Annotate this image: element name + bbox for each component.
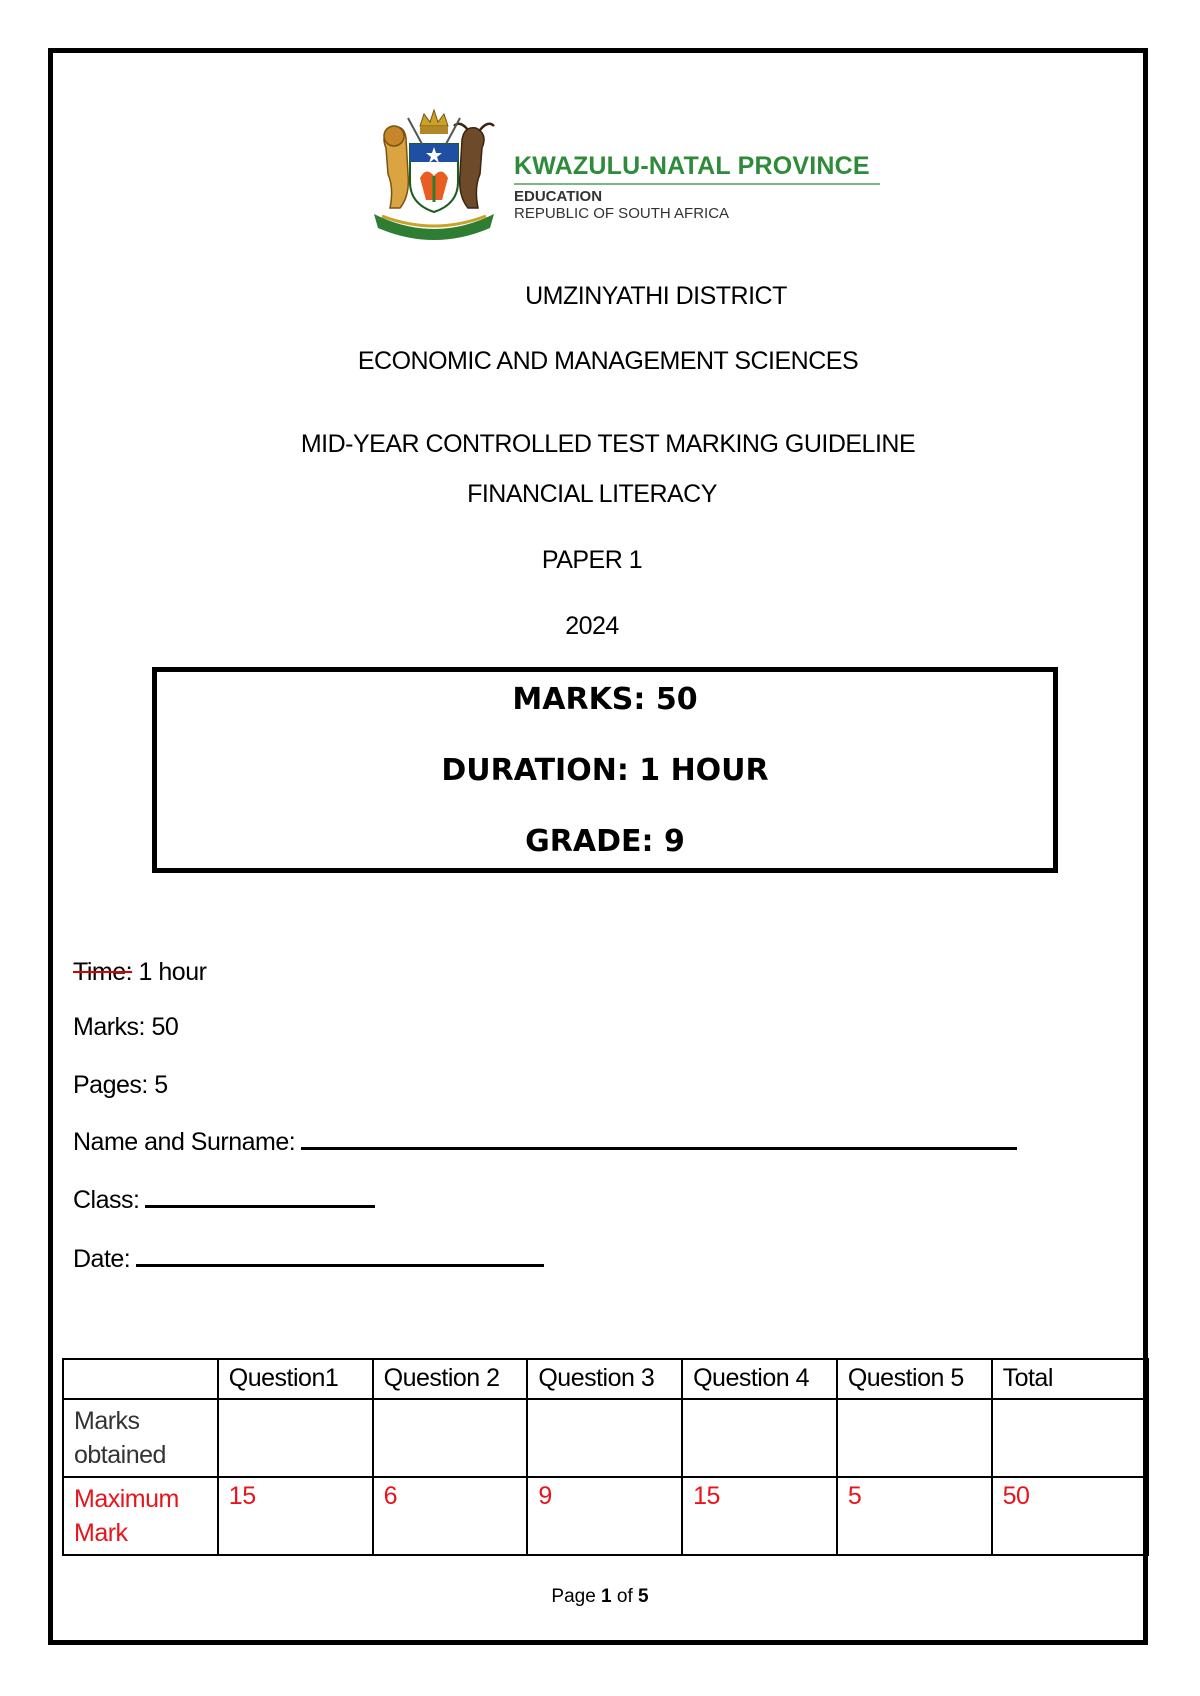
duration: DURATION: 1 HOUR <box>441 753 769 788</box>
table-row <box>63 1477 1148 1555</box>
maximum-mark-cell: 15 <box>682 1477 837 1555</box>
grade: GRADE: 9 <box>525 824 685 859</box>
page-number <box>0 1586 1200 1608</box>
maximum-mark-cell: 6 <box>373 1477 528 1555</box>
class-label: Class: <box>73 1186 140 1214</box>
department-name: EDUCATION <box>514 188 603 205</box>
time-label: Time: <box>73 958 133 986</box>
table-header-cell: Total <box>992 1359 1148 1399</box>
table-header-cell <box>63 1359 218 1399</box>
year-title: 2024 <box>565 612 619 640</box>
topic-title: FINANCIAL LITERACY <box>467 480 717 508</box>
pages-row: Pages: 5 <box>73 1071 168 1099</box>
province-divider <box>514 183 880 185</box>
date-field[interactable] <box>136 1263 544 1267</box>
kzn-coat-of-arms-icon <box>364 104 504 240</box>
time-row <box>73 958 206 987</box>
maximum-mark-cell: 15 <box>218 1477 373 1555</box>
table-header-cell: Question1 <box>218 1359 373 1399</box>
label-line: Maximum <box>74 1485 179 1513</box>
marks-table <box>62 1358 1149 1556</box>
table-header-cell: Question 3 <box>527 1359 682 1399</box>
maximum-mark-label <box>63 1477 218 1555</box>
class-row <box>73 1186 375 1215</box>
province-name: KWAZULU-NATAL PROVINCE <box>514 152 870 180</box>
table-row <box>63 1399 1148 1477</box>
table-header-cell: Question 4 <box>682 1359 837 1399</box>
label-line: obtained <box>74 1441 166 1469</box>
name-label: Name and Surname: <box>73 1128 296 1156</box>
name-field[interactable] <box>301 1146 1017 1150</box>
country-name: REPUBLIC OF SOUTH AFRICA <box>514 205 730 222</box>
table-header-row <box>63 1359 1148 1399</box>
marks-total: MARKS: 50 <box>512 682 698 717</box>
page-prefix: Page <box>551 1586 602 1607</box>
marks-obtained-cell[interactable] <box>373 1399 528 1477</box>
date-row <box>73 1245 544 1274</box>
marks-obtained-total-cell[interactable] <box>992 1399 1148 1477</box>
marks-row: Marks: 50 <box>73 1013 179 1041</box>
total-pages: 5 <box>638 1586 649 1607</box>
table-header-cell: Question 5 <box>837 1359 992 1399</box>
exam-info-box <box>152 667 1058 873</box>
label-line: Mark <box>74 1519 128 1547</box>
marks-obtained-cell[interactable] <box>218 1399 373 1477</box>
marks-obtained-cell[interactable] <box>527 1399 682 1477</box>
paper-title: PAPER 1 <box>541 546 643 574</box>
page-of: of <box>611 1586 639 1607</box>
table-header-cell: Question 2 <box>373 1359 528 1399</box>
current-page: 1 <box>601 1586 612 1607</box>
document-type-title: MID-YEAR CONTROLLED TEST MARKING GUIDELINE <box>300 430 916 458</box>
name-row <box>73 1128 1017 1157</box>
class-field[interactable] <box>145 1204 375 1208</box>
marks-obtained-label <box>63 1399 218 1477</box>
maximum-mark-cell: 9 <box>527 1477 682 1555</box>
subject-title: ECONOMIC AND MANAGEMENT SCIENCES <box>357 347 859 375</box>
time-value: 1 hour <box>138 958 207 986</box>
district-title: UMZINYATHI DISTRICT <box>525 282 787 310</box>
marks-obtained-cell[interactable] <box>682 1399 837 1477</box>
maximum-mark-total-cell: 50 <box>992 1477 1148 1555</box>
date-label: Date: <box>73 1245 131 1273</box>
maximum-mark-cell: 5 <box>837 1477 992 1555</box>
marks-obtained-cell[interactable] <box>837 1399 992 1477</box>
label-line: Marks <box>74 1407 140 1435</box>
